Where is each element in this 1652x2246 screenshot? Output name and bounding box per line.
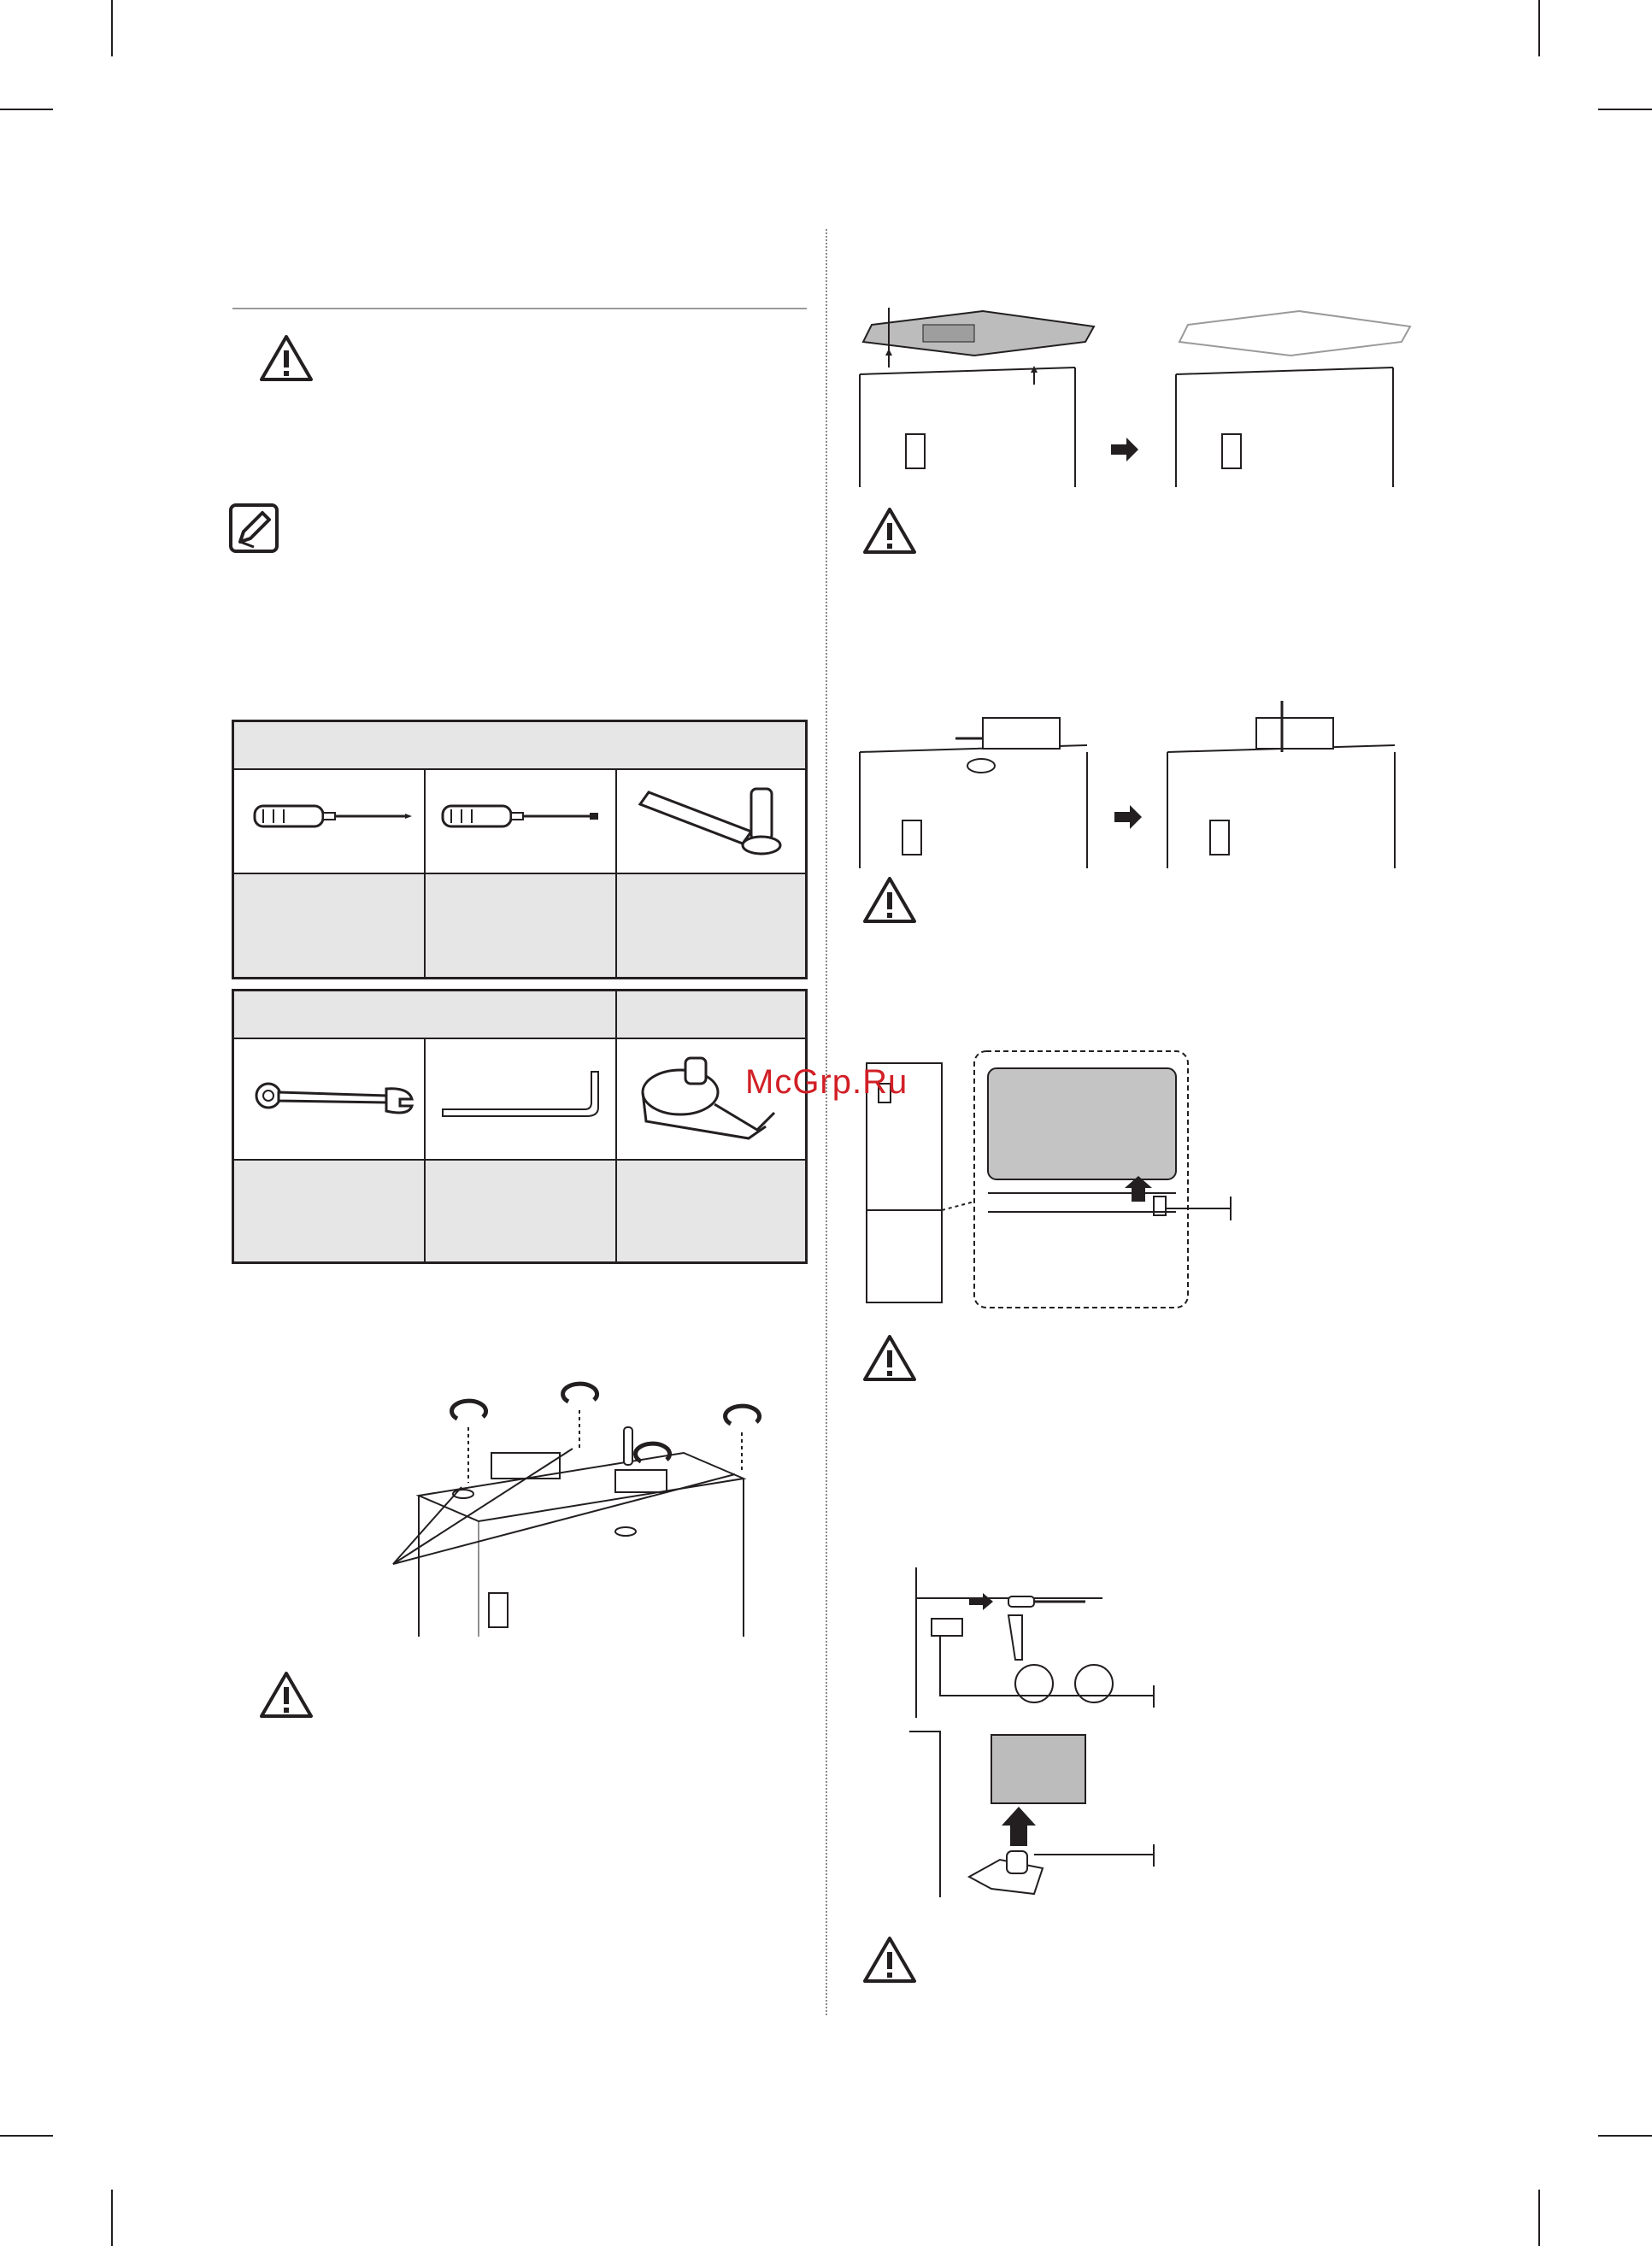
warning-triangle-icon: [861, 875, 918, 925]
column-divider: [826, 229, 827, 2015]
crop-mark: [1538, 0, 1540, 56]
crop-mark: [0, 2135, 53, 2137]
tool-label-cells: [234, 1161, 805, 1261]
tools-table-1: [232, 720, 808, 979]
middle-hinge-illustration: [906, 1564, 1162, 1718]
warning-triangle-icon: [258, 1670, 315, 1720]
tools-table-header: [234, 722, 805, 770]
section-rule: [232, 308, 807, 309]
warning-triangle-icon: [861, 1935, 918, 1984]
note-pencil-icon: [228, 503, 279, 554]
top-cover-screws-illustration: [376, 1367, 769, 1641]
crop-mark: [111, 2190, 113, 2246]
door-lift-zoom-illustration: [855, 1043, 1248, 1316]
warning-triangle-icon: [861, 506, 918, 556]
lower-hinge-illustration: [906, 1726, 1162, 1906]
tools-table-header: [234, 991, 805, 1039]
crop-mark: [1598, 109, 1652, 110]
watermark: McGrp.Ru: [745, 1063, 908, 1101]
warning-triangle-icon: [861, 1333, 918, 1383]
cover-removal-illustration: [855, 308, 1419, 496]
tool-label-cells: [234, 874, 805, 977]
crop-mark: [1538, 2190, 1540, 2246]
crop-mark: [1598, 2135, 1652, 2137]
warning-triangle-icon: [258, 333, 315, 383]
crop-mark: [0, 109, 53, 110]
hinge-removal-illustration: [855, 701, 1419, 872]
tools-table-2: [232, 989, 808, 1264]
crop-mark: [111, 0, 113, 56]
